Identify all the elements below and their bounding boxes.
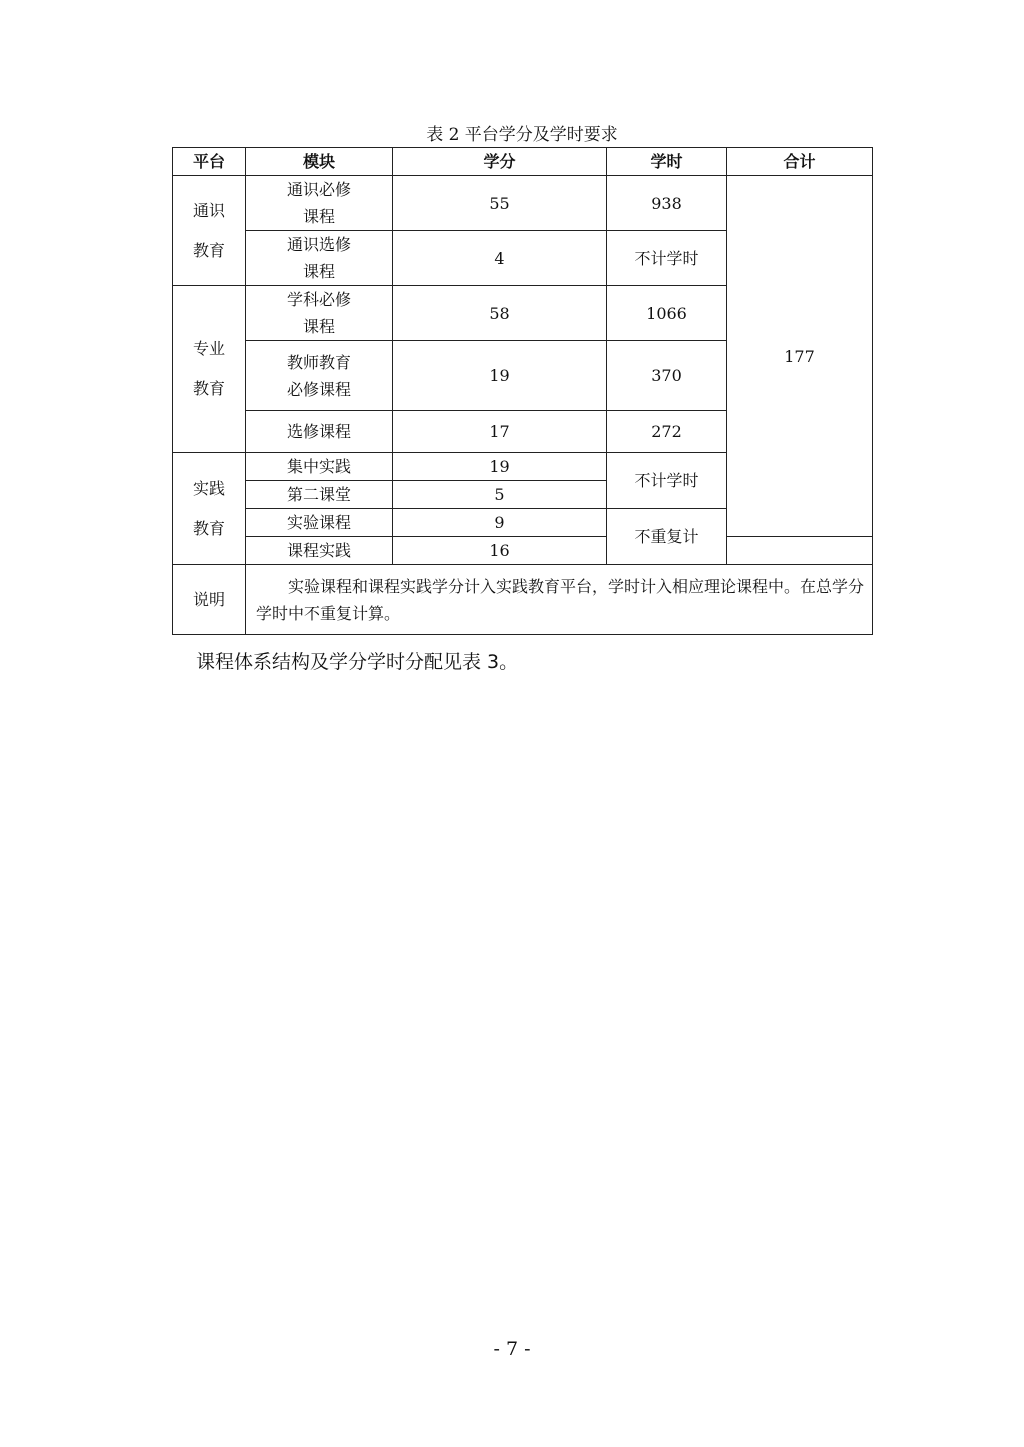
header-hours: 学时 bbox=[607, 148, 727, 176]
page-number: - 7 - bbox=[493, 1338, 531, 1360]
module-cell: 第二课堂 bbox=[246, 481, 393, 509]
table-row bbox=[173, 537, 873, 565]
hours-cell: 938 bbox=[607, 176, 727, 231]
table-caption: 表 2 平台学分及学时要求 bbox=[426, 125, 618, 145]
note-text: 实验课程和课程实践学分计入实践教育平台，学时计入相应理论课程中。在总学分学时中不重复计算。 bbox=[246, 565, 873, 635]
hours-cell: 不计学时 bbox=[607, 453, 727, 509]
header-credits: 学分 bbox=[393, 148, 607, 176]
credit-hours-table bbox=[172, 147, 873, 635]
table-header-row bbox=[173, 148, 873, 176]
credits-cell: 4 bbox=[393, 231, 607, 286]
body-paragraph: 课程体系结构及学分学时分配见表 3。 bbox=[196, 651, 519, 673]
credits-cell: 55 bbox=[393, 176, 607, 231]
header-platform: 平台 bbox=[173, 148, 246, 176]
hours-cell: 370 bbox=[607, 341, 727, 411]
note-row bbox=[173, 565, 873, 635]
credits-cell: 19 bbox=[393, 453, 607, 481]
table-row bbox=[173, 176, 873, 231]
hours-cell: 不计学时 bbox=[607, 231, 727, 286]
module-cell: 选修课程 bbox=[246, 411, 393, 453]
platform-major: 专业 教育 bbox=[173, 286, 246, 453]
platform-practice: 实践 教育 bbox=[173, 453, 246, 565]
hours-cell: 不重复计 bbox=[607, 509, 727, 565]
header-total: 合计 bbox=[727, 148, 873, 176]
credits-cell: 16 bbox=[393, 537, 607, 565]
note-label: 说明 bbox=[173, 565, 246, 635]
module-cell: 集中实践 bbox=[246, 453, 393, 481]
total-cell: 177 bbox=[727, 176, 873, 537]
module-cell: 学科必修 课程 bbox=[246, 286, 393, 341]
module-cell: 通识必修 课程 bbox=[246, 176, 393, 231]
platform-general: 通识 教育 bbox=[173, 176, 246, 286]
hours-cell: 1066 bbox=[607, 286, 727, 341]
module-cell: 课程实践 bbox=[246, 537, 393, 565]
header-module: 模块 bbox=[246, 148, 393, 176]
credits-cell: 19 bbox=[393, 341, 607, 411]
credits-cell: 5 bbox=[393, 481, 607, 509]
hours-cell: 272 bbox=[607, 411, 727, 453]
module-cell: 实验课程 bbox=[246, 509, 393, 537]
credits-cell: 9 bbox=[393, 509, 607, 537]
module-cell: 通识选修 课程 bbox=[246, 231, 393, 286]
module-cell: 教师教育 必修课程 bbox=[246, 341, 393, 411]
credits-cell: 58 bbox=[393, 286, 607, 341]
credits-cell: 17 bbox=[393, 411, 607, 453]
